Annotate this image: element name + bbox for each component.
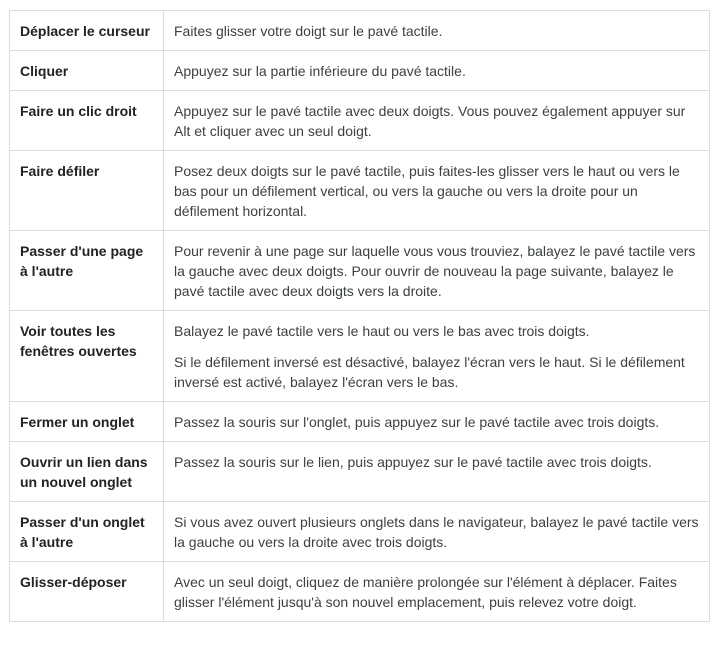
table-row xyxy=(10,442,710,502)
gesture-description xyxy=(164,231,710,311)
gesture-description xyxy=(164,502,710,562)
description-paragraph: Si vous avez ouvert plusieurs onglets dans le navigateur, balayez le pavé tactile vers la gauche ou vers la droite avec trois doigts. xyxy=(174,514,699,550)
description-paragraph: Appuyez sur le pavé tactile avec deux doigts. Vous pouvez également appuyer sur Alt et cliquer avec un seul doigt. xyxy=(174,103,686,139)
description-paragraph: Appuyez sur la partie inférieure du pavé tactile. xyxy=(174,63,466,79)
gesture-action: Faire un clic droit xyxy=(10,91,164,151)
gesture-description xyxy=(164,442,710,502)
description-paragraph: Pour revenir à une page sur laquelle vous vous trouviez, balayez le pavé tactile vers la gauche avec deux doigts. Pour ouvrir de nouveau la page suivante, balayez le pavé tactile avec deux doigts vers la droite. xyxy=(174,243,696,299)
table-row xyxy=(10,402,710,442)
table-row xyxy=(10,51,710,91)
description-paragraph: Faites glisser votre doigt sur le pavé tactile. xyxy=(174,23,443,39)
gesture-action: Passer d'une page à l'autre xyxy=(10,231,164,311)
table-row xyxy=(10,231,710,311)
gesture-action: Faire défiler xyxy=(10,151,164,231)
gesture-description xyxy=(164,402,710,442)
gesture-description xyxy=(164,311,710,402)
gesture-description xyxy=(164,562,710,622)
gesture-action: Déplacer le curseur xyxy=(10,11,164,51)
gesture-action: Glisser-déposer xyxy=(10,562,164,622)
gesture-action: Voir toutes les fenêtres ouvertes xyxy=(10,311,164,402)
description-paragraph: Passez la souris sur l'onglet, puis appuyez sur le pavé tactile avec trois doigts. xyxy=(174,414,660,430)
description-paragraph: Balayez le pavé tactile vers le haut ou vers le bas avec trois doigts. xyxy=(174,323,590,339)
gesture-description xyxy=(164,91,710,151)
gesture-description xyxy=(164,151,710,231)
table-row xyxy=(10,151,710,231)
table-row xyxy=(10,91,710,151)
touchpad-gestures-table xyxy=(9,10,710,622)
description-paragraph: Avec un seul doigt, cliquez de manière prolongée sur l'élément à déplacer. Faites glisser l'élément jusqu'à son nouvel emplacement, puis relevez votre doigt. xyxy=(174,574,677,610)
table-row xyxy=(10,562,710,622)
description-paragraph: Passez la souris sur le lien, puis appuyez sur le pavé tactile avec trois doigts. xyxy=(174,454,652,470)
gesture-description xyxy=(164,51,710,91)
gesture-action: Ouvrir un lien dans un nouvel onglet xyxy=(10,442,164,502)
table-row xyxy=(10,11,710,51)
gesture-action: Fermer un onglet xyxy=(10,402,164,442)
description-paragraph: Si le défilement inversé est désactivé, balayez l'écran vers le haut. Si le défilement inversé est activé, balayez l'écran vers le bas. xyxy=(174,354,685,390)
gesture-description xyxy=(164,11,710,51)
description-paragraph: Posez deux doigts sur le pavé tactile, puis faites-les glisser vers le haut ou vers le bas pour un défilement vertical, ou vers la gauche ou vers la droite pour un défilement horizontal. xyxy=(174,163,680,219)
table-row xyxy=(10,502,710,562)
gesture-action: Cliquer xyxy=(10,51,164,91)
gesture-action: Passer d'un onglet à l'autre xyxy=(10,502,164,562)
table-row xyxy=(10,311,710,402)
